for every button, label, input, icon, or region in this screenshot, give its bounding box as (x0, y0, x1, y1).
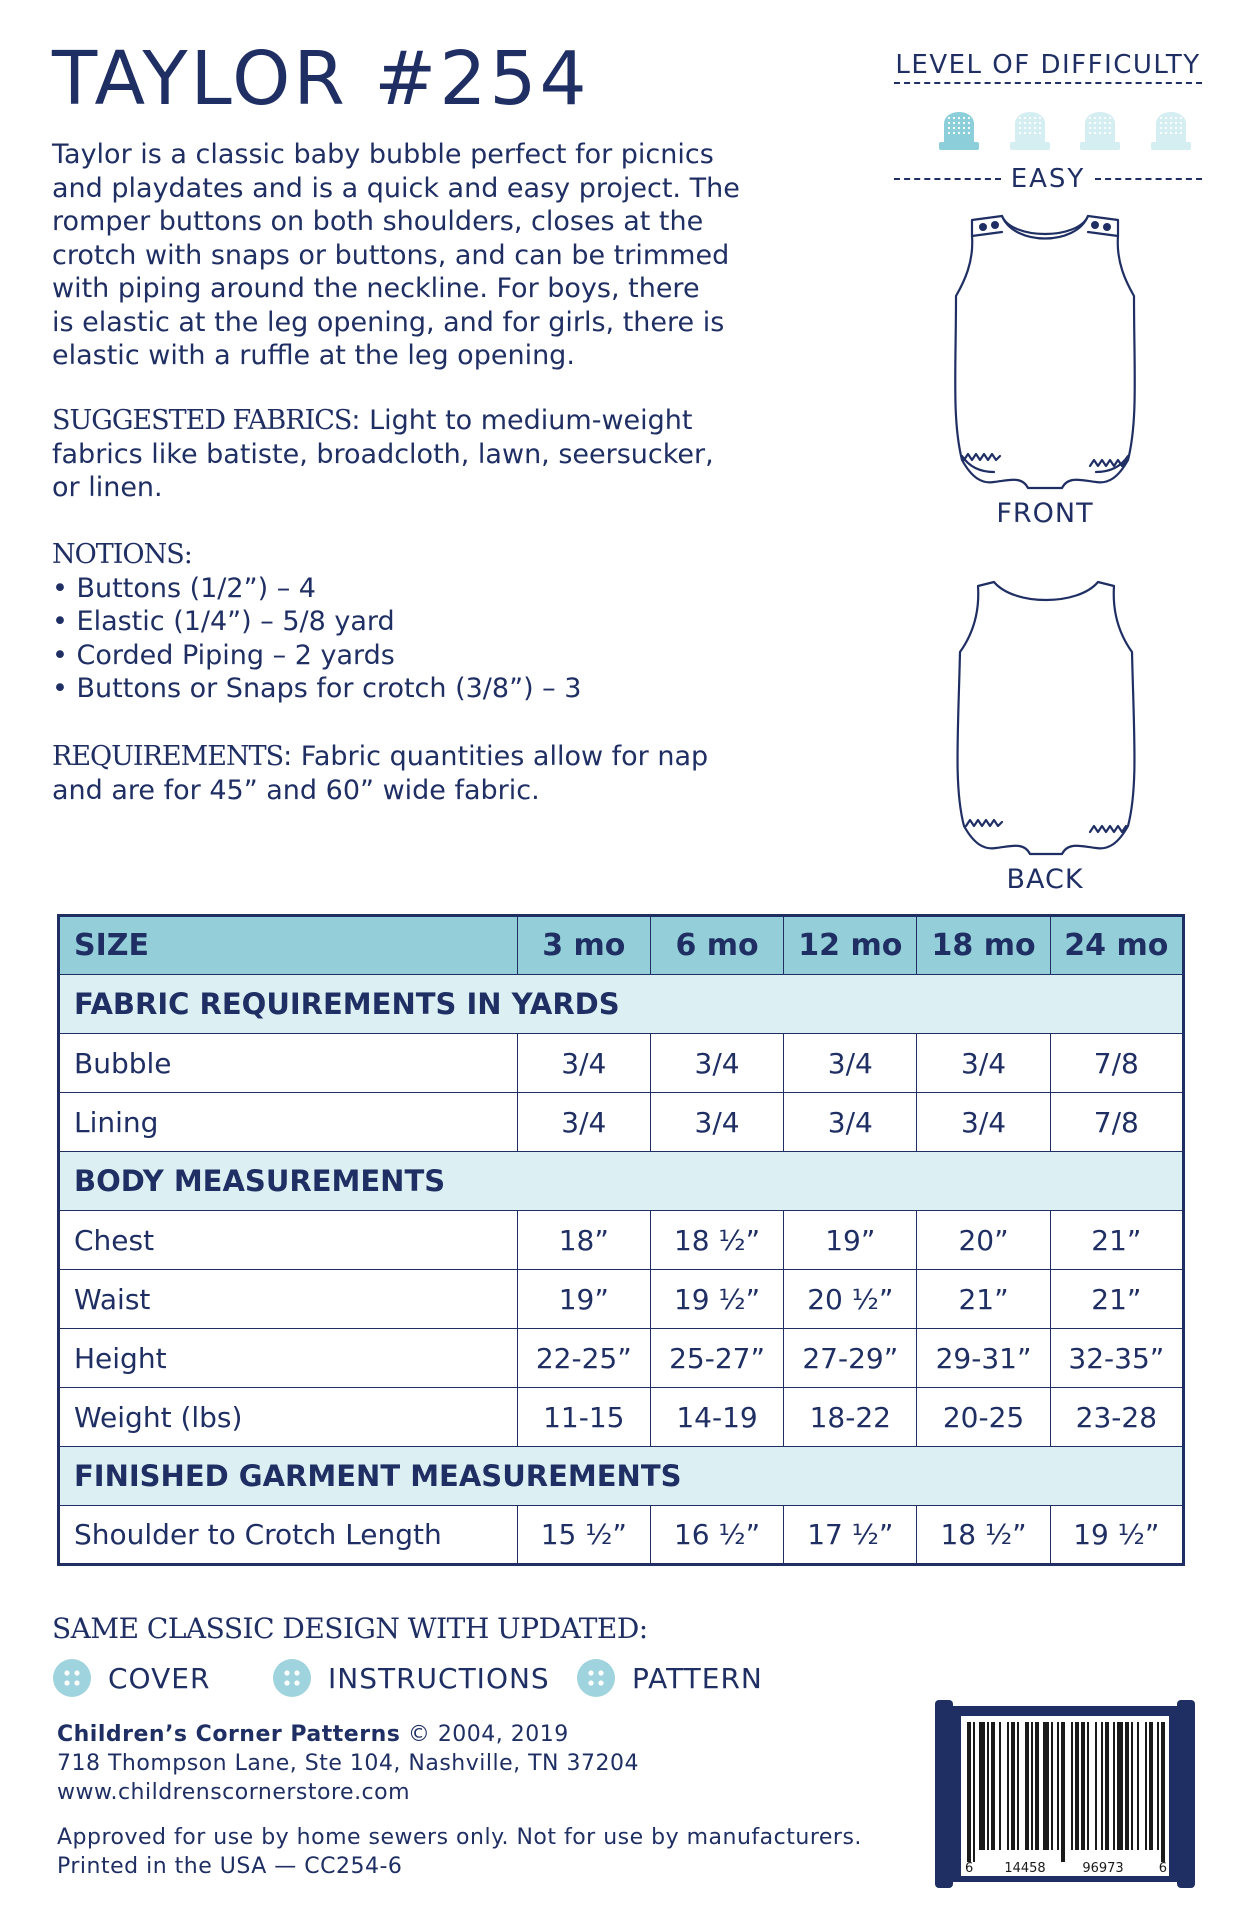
updated-items (52, 1658, 763, 1698)
table-cell: 14-19 (650, 1388, 783, 1447)
size-column-header: 12 mo (784, 916, 917, 975)
updated-item-label: COVER (108, 1661, 211, 1695)
table-cell: 18” (517, 1211, 650, 1270)
difficulty-rating (894, 84, 1202, 164)
updated-item-label: PATTERN (632, 1661, 763, 1695)
thimble-icon (1007, 100, 1053, 152)
table-cell: 20” (917, 1211, 1050, 1270)
intro-paragraph (52, 138, 752, 373)
section-title: FINISHED GARMENT MEASUREMENTS (59, 1447, 1184, 1506)
intro-line: is elastic at the leg opening, and for girls, there is (52, 306, 725, 338)
barcode-digits: 6 (965, 1861, 974, 1876)
updated-item-label: INSTRUCTIONS (328, 1661, 550, 1695)
address: 718 Thompson Lane, Ste 104, Nashville, TN 37204 (57, 1751, 639, 1776)
table-row (59, 1034, 1184, 1093)
notion-item: • Elastic (1/4”) – 5/8 yard (52, 606, 395, 637)
table-cell: 22-25” (517, 1329, 650, 1388)
fabrics-line: : Light to medium-weight (351, 405, 693, 436)
company-name: Children’s Corner Patterns (57, 1722, 401, 1747)
updated-item (576, 1658, 763, 1698)
updated-item (272, 1658, 576, 1698)
requirements-line: : Fabric quantities allow for nap (283, 741, 709, 772)
size-column-header: 18 mo (917, 916, 1050, 975)
table-cell: 25-27” (650, 1329, 783, 1388)
row-label: Chest (59, 1211, 518, 1270)
table-cell: 3/4 (517, 1093, 650, 1152)
table-cell: 3/4 (784, 1034, 917, 1093)
table-cell: 16 ½” (650, 1506, 783, 1565)
table-cell: 19 ½” (650, 1270, 783, 1329)
front-view-label: FRONT (996, 498, 1094, 529)
row-label: Lining (59, 1093, 518, 1152)
front-view-sketch (950, 210, 1140, 495)
back-view-sketch (952, 576, 1140, 861)
row-label: Waist (59, 1270, 518, 1329)
disclaimer: Approved for use by home sewers only. Not for use by manufacturers. (57, 1825, 862, 1850)
table-cell: 21” (917, 1270, 1050, 1329)
table-cell: 32-35” (1050, 1329, 1183, 1388)
intro-line: and playdates and is a quick and easy project. The (52, 172, 740, 204)
button-icon (576, 1658, 616, 1698)
table-row (59, 1093, 1184, 1152)
footer (57, 1720, 877, 1881)
table-cell: 29-31” (917, 1329, 1050, 1388)
requirements-section (52, 740, 772, 807)
barcode-digits: 96973 (1082, 1861, 1124, 1876)
notions-label: NOTIONS (52, 539, 184, 570)
fabrics-line: fabrics like batiste, broadcloth, lawn, seersucker, (52, 438, 714, 470)
suggested-fabrics-label: SUGGESTED FABRICS (52, 405, 352, 436)
updated-item (52, 1658, 272, 1698)
row-label: Shoulder to Crotch Length (59, 1506, 518, 1565)
table-cell: 3/4 (517, 1034, 650, 1093)
table-cell: 19 ½” (1050, 1506, 1183, 1565)
table-row (59, 1211, 1184, 1270)
table-cell: 20-25 (917, 1388, 1050, 1447)
table-cell: 23-28 (1050, 1388, 1183, 1447)
table-cell: 3/4 (917, 1034, 1050, 1093)
table-cell: 11-15 (517, 1388, 650, 1447)
table-row (59, 1329, 1184, 1388)
difficulty-box (894, 48, 1202, 194)
table-cell: 19” (784, 1211, 917, 1270)
barcode-digits: 14458 (1004, 1861, 1046, 1876)
table-cell: 21” (1050, 1270, 1183, 1329)
thimble-icon (1148, 100, 1194, 152)
intro-line: romper buttons on both shoulders, closes at the (52, 206, 704, 237)
size-column-header: 3 mo (517, 916, 650, 975)
section-row (59, 1447, 1184, 1506)
thimble-icon (936, 100, 982, 152)
table-cell: 21” (1050, 1211, 1183, 1270)
intro-line: elastic with a ruffle at the leg opening. (52, 340, 575, 371)
table-cell: 3/4 (784, 1093, 917, 1152)
size-column-header: 24 mo (1050, 916, 1183, 975)
intro-line: Taylor is a classic baby bubble perfect for picnics (52, 139, 714, 170)
section-title: FABRIC REQUIREMENTS IN YARDS (59, 975, 1184, 1034)
notion-item: • Buttons or Snaps for crotch (3/8”) – 3 (52, 673, 582, 704)
notions-section: NOTIONS: • Buttons (1/2”) – 4 • Elastic (1/4”) – 5/8 yard • Corded Piping – 2 yards • Buttons or Snaps for crotch (3/8”) – 3 (52, 538, 772, 706)
button-icon (272, 1658, 312, 1698)
table-cell: 15 ½” (517, 1506, 650, 1565)
table-row (59, 1506, 1184, 1565)
table-cell: 20 ½” (784, 1270, 917, 1329)
size-header: SIZE (59, 916, 518, 975)
row-label: Weight (lbs) (59, 1388, 518, 1447)
table-header-row (59, 916, 1184, 975)
table-cell: 27-29” (784, 1329, 917, 1388)
table-cell: 7/8 (1050, 1093, 1183, 1152)
table-row (59, 1388, 1184, 1447)
table-cell: 18 ½” (917, 1506, 1050, 1565)
updated-section: SAME CLASSIC DESIGN WITH UPDATED: COVER INSTRUCTIONS PATTERN (52, 1612, 763, 1698)
table-cell: 17 ½” (784, 1506, 917, 1565)
table-cell: 19” (517, 1270, 650, 1329)
barcode-spool (935, 1700, 1195, 1888)
barcode-digits: 6 (1158, 1861, 1167, 1876)
row-label: Height (59, 1329, 518, 1388)
requirements-line: and are for 45” and 60” wide fabric. (52, 774, 540, 806)
intro-line: crotch with snaps or buttons, and can be trimmed (52, 239, 730, 271)
website: www.childrenscornerstore.com (57, 1780, 411, 1805)
notion-item: • Buttons (1/2”) – 4 (52, 572, 316, 604)
table-cell: 7/8 (1050, 1034, 1183, 1093)
difficulty-title: LEVEL OF DIFFICULTY (895, 50, 1201, 80)
printed-info: Printed in the USA — CC254-6 (57, 1854, 403, 1879)
fabrics-line: or linen. (52, 472, 163, 503)
suggested-fabrics-section (52, 404, 772, 505)
notion-item: • Corded Piping – 2 yards (52, 639, 395, 671)
table-row (59, 1270, 1184, 1329)
size-chart (57, 914, 1185, 1566)
updated-title: SAME CLASSIC DESIGN WITH UPDATED (52, 1612, 639, 1645)
section-row (59, 975, 1184, 1034)
intro-line: with piping around the neckline. For boys, there (52, 273, 700, 304)
table-cell: 3/4 (917, 1093, 1050, 1152)
row-label: Bubble (59, 1034, 518, 1093)
back-view-label: BACK (1006, 864, 1084, 895)
size-column-header: 6 mo (650, 916, 783, 975)
table-cell: 18-22 (784, 1388, 917, 1447)
table-cell: 3/4 (650, 1093, 783, 1152)
difficulty-level: EASY (1010, 164, 1086, 194)
requirements-label: REQUIREMENTS (52, 741, 284, 772)
table-cell: 18 ½” (650, 1211, 783, 1270)
table-cell: 3/4 (650, 1034, 783, 1093)
copyright: © 2004, 2019 (400, 1722, 569, 1747)
section-title: BODY MEASUREMENTS (59, 1152, 1184, 1211)
thimble-icon (1077, 100, 1123, 152)
pattern-title: TAYLOR #254 (52, 36, 590, 122)
button-icon (52, 1658, 92, 1698)
section-row (59, 1152, 1184, 1211)
